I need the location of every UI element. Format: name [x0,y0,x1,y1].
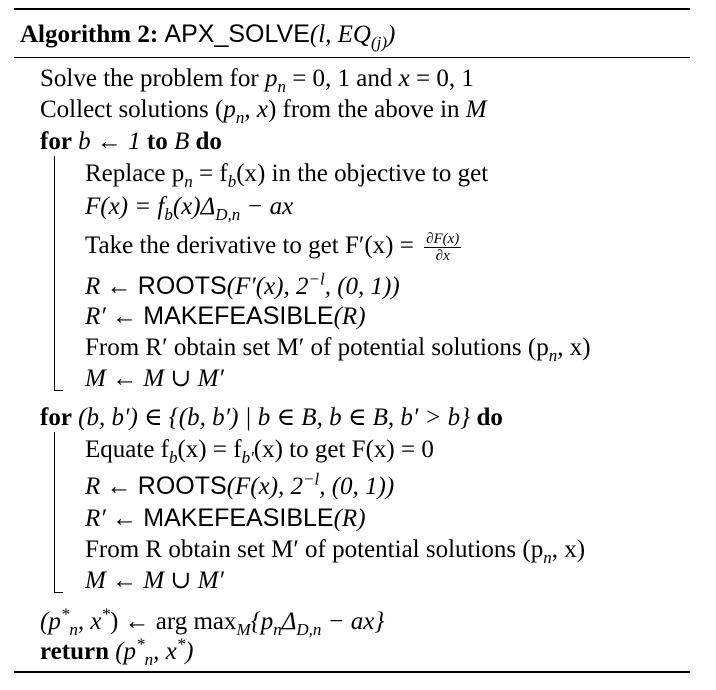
procedure-args: (l, $EQ_{(j)}$) [309,21,396,52]
top-rule [14,8,690,10]
step-roots-2: R ← ROOTS(F(x), $2^{-l}$, (0, 1)) [85,469,395,500]
for-loop-1-bracket [54,156,63,391]
algorithm-label: Algorithm 2: [20,21,159,48]
derivative-fraction: $\frac{\partial F(x)}{\partial x}$ [426,230,460,264]
for-loop-2-header: for (b, b′) ∈ {(b, b′) | b ∈ B, b ∈ B, b′ > b} do [40,404,503,431]
step-union-1: M ← M ∪ M′ [85,365,224,392]
step-makefeasible-1: R′ ← MAKEFEASIBLE(R) [85,302,366,330]
step-objective: $F(x) = f_b(x)\Delta_{D,n}$ − ax [85,193,294,224]
step-union-2: M ← M ∪ M′ [85,567,224,594]
bottom-rule [14,671,690,673]
algorithm-box [14,8,690,674]
step-collect-solutions: Collect solutions ($p_n$, x) from the above in M [40,96,487,127]
procedure-name: APX_SOLVE [164,20,310,48]
step-roots-1: R ← ROOTS(F′(x), $2^{-l}$, (0, 1)) [85,269,400,300]
for-loop-2-bracket [54,432,63,593]
step-equate: Equate $f_b(x) = f_{b'}(x)$ to get F(x) = 0 [85,436,434,467]
for-loop-1-header: for b ← 1 to B do [40,128,222,155]
step-makefeasible-2: R′ ← MAKEFEASIBLE(R) [85,504,366,532]
step-return: return ($p^*_n$, x*) [40,634,194,669]
step-derivative: Take the derivative to get F′(x) = $\frac{\partial F(x)}{\partial x}$ [85,230,460,264]
algorithm-title [20,18,395,51]
step-replace-pn: Replace $p_n = f_b(x)$ in the objective to get [85,160,489,191]
step-obtain-set-2: From R obtain set M′ of potential solutions ($p_n$, x) [85,536,586,567]
step-argmax: ($p^*_n$, x*) ← arg $\max_M\{p_n\Delta_{D,n} - ax\}$ [40,604,385,639]
step-obtain-set-1: From R′ obtain set M′ of potential solutions ($p_n$, x) [85,334,591,365]
title-rule [14,57,690,58]
step-solve-problem: Solve the problem for $p_n = 0$, 1 and x = 0, 1 [40,65,474,96]
